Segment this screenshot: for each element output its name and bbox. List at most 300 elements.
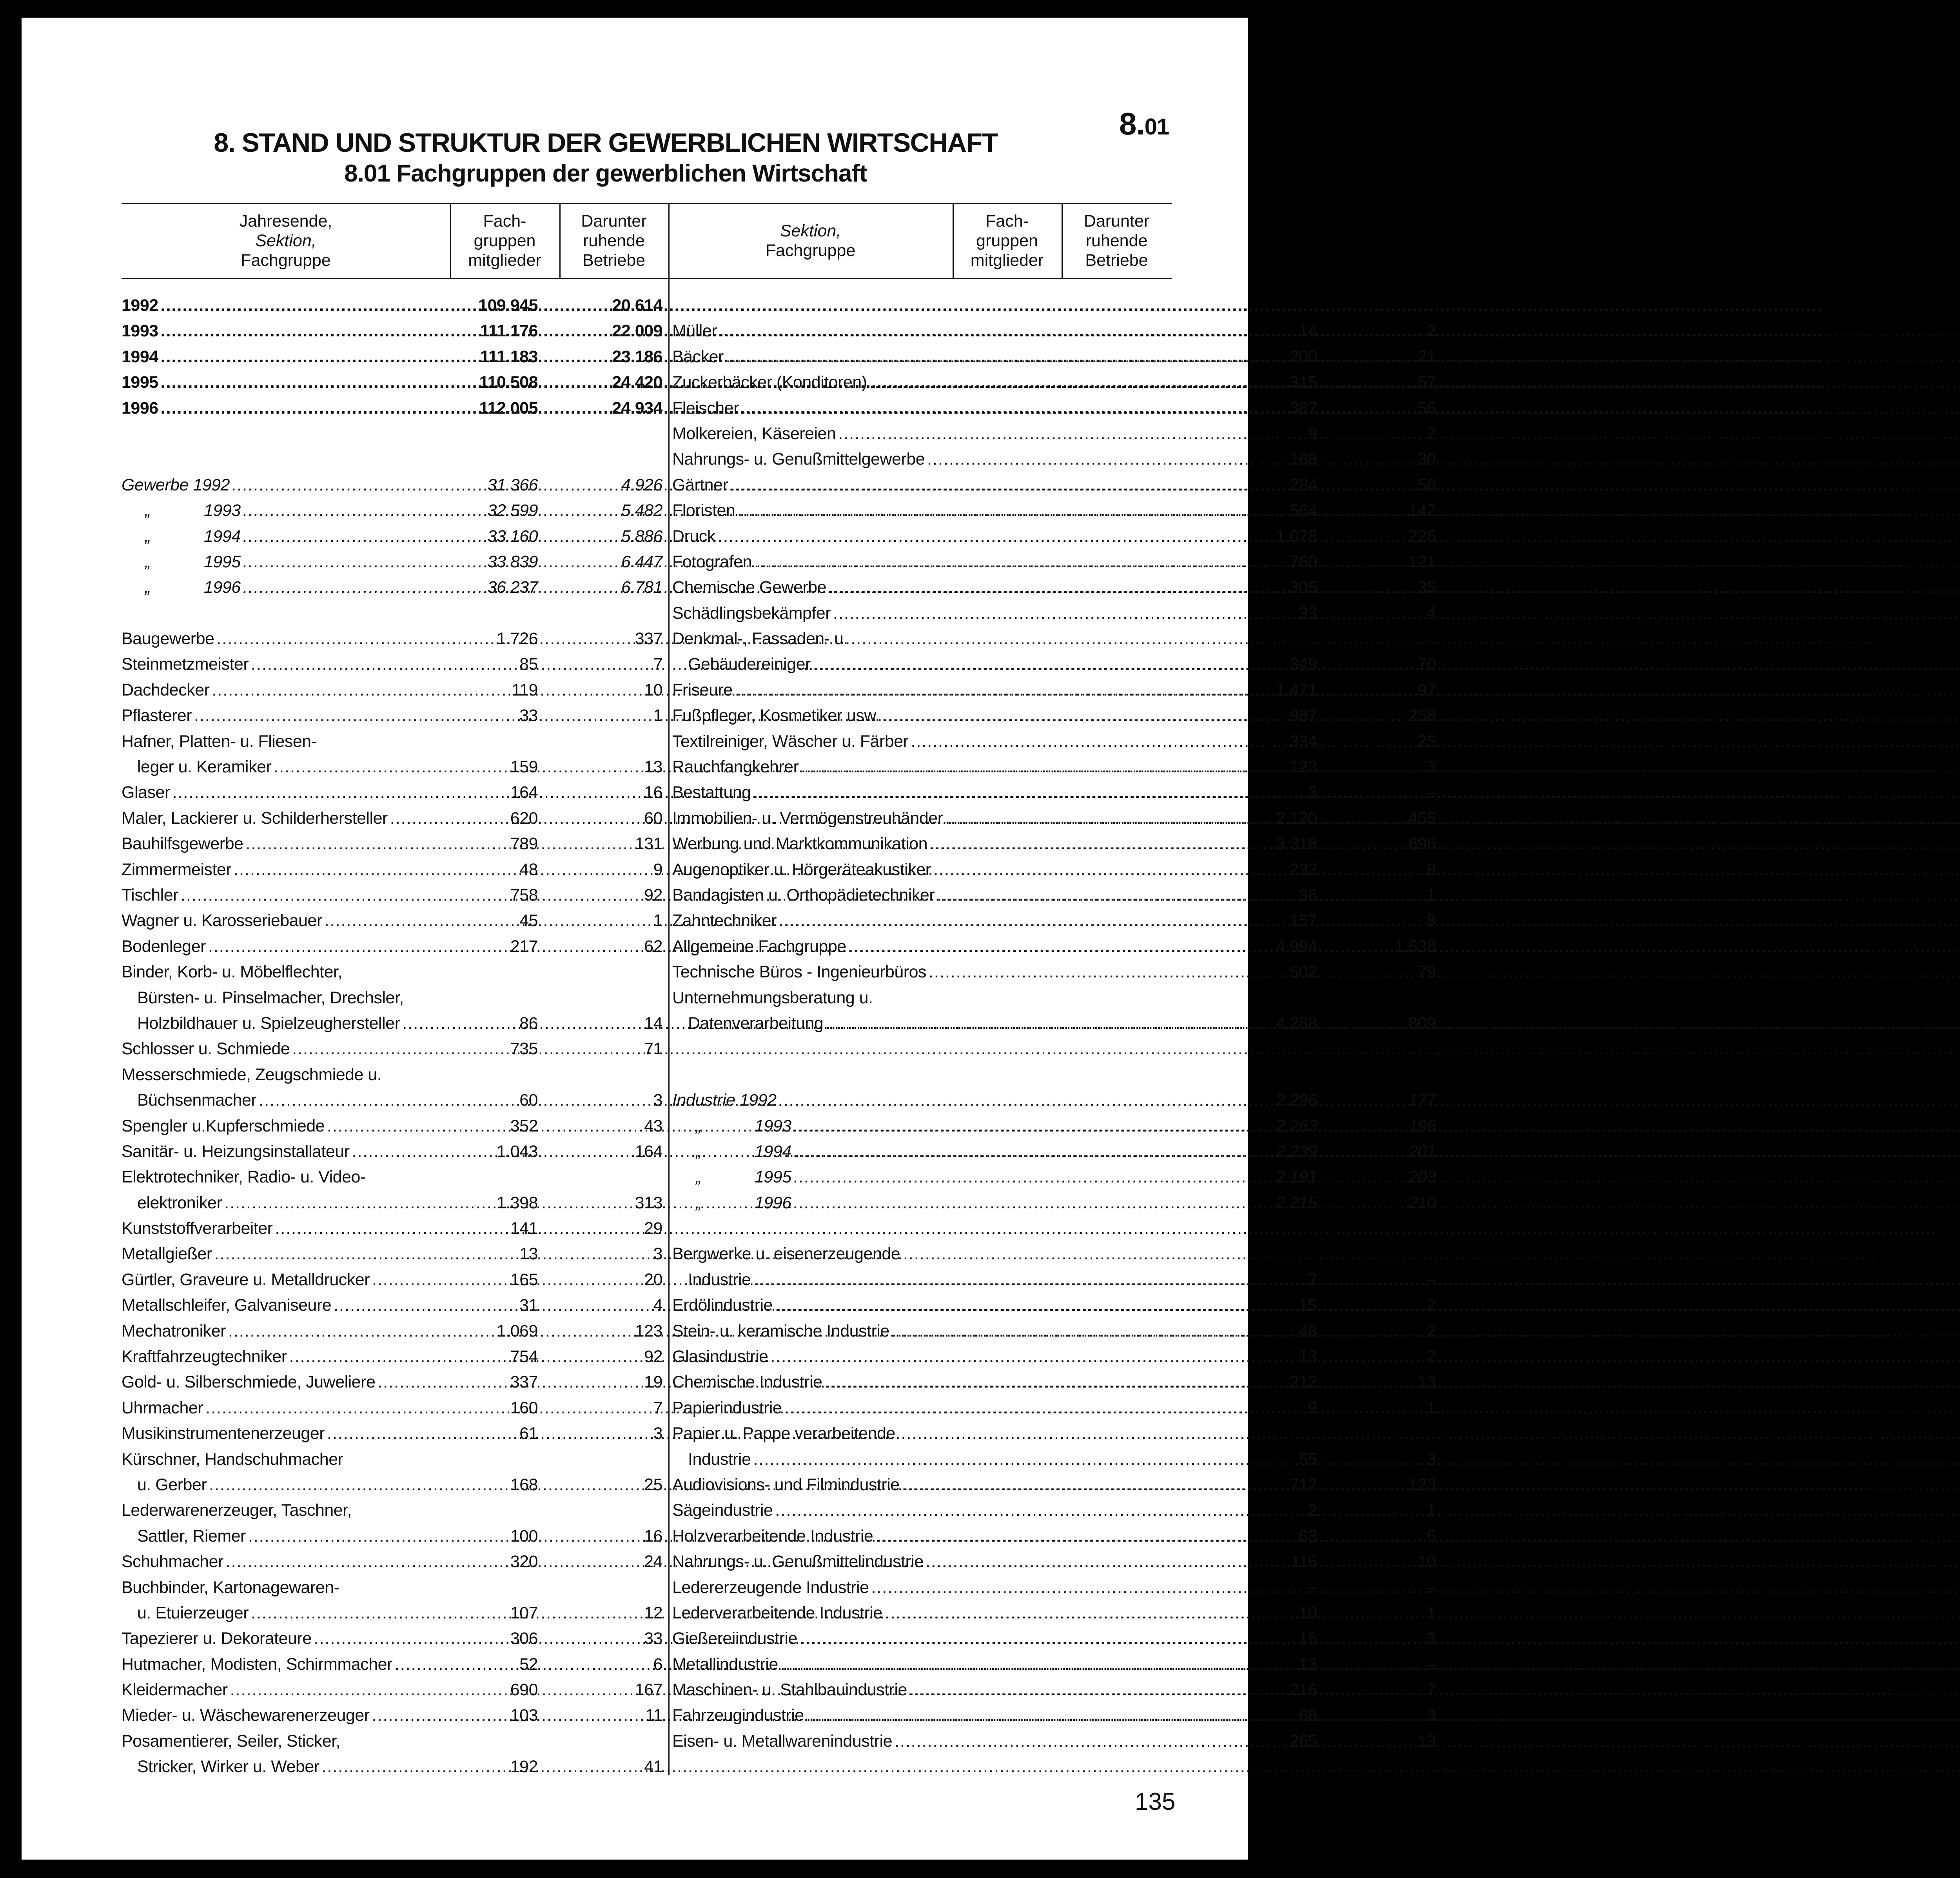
value-mitglieder: 216 (1289, 1680, 1317, 1700)
row-label: Fußpfleger, Kosmetiker usw. ..... (672, 703, 969, 728)
row-label: Spengler u.Kupferschmiede ..... (122, 1113, 427, 1139)
value-betriebe: 5.482 (621, 501, 662, 520)
row-label: Zimmermeister ..... (122, 857, 427, 883)
row-label: Dachdecker ..... (122, 677, 427, 703)
value-mitglieder: 160 (510, 1398, 538, 1417)
row-label: Gärtner ..... (672, 472, 969, 498)
row-label: Papier u. Pappe verarbeitende (672, 1424, 895, 1443)
value-mitglieder: 55 (1299, 1449, 1317, 1469)
value-mitglieder: 111.176 (480, 321, 538, 341)
value-mitglieder: 2.296 (1276, 1091, 1317, 1110)
value-betriebe: 41 (644, 1757, 662, 1776)
value-mitglieder: 2.120 (1276, 808, 1317, 828)
row-label: leger u. Keramiker ..... (122, 754, 427, 780)
value-mitglieder: 111.183 (480, 347, 538, 366)
value-betriebe: 11 (645, 1706, 662, 1725)
row-label: Schädlingsbekämpfer ..... (672, 601, 969, 626)
value-betriebe: 313 (635, 1193, 662, 1212)
row-label: Gold- u. Silberschmiede, Juweliere ..... (122, 1369, 427, 1395)
value-betriebe: 809 (1408, 1013, 1436, 1033)
row-label: Zuckerbäcker (Konditoren) ..... (672, 370, 969, 395)
row-label: Müller ..... (672, 318, 969, 344)
value-betriebe: 131 (635, 834, 662, 854)
value-betriebe: 9 (653, 860, 662, 879)
row-label: „ 1993 ..... (122, 498, 427, 523)
value-mitglieder: 192 (510, 1757, 538, 1776)
value-mitglieder: 31 (519, 1296, 538, 1315)
value-betriebe: 12 (644, 1603, 662, 1622)
value-betriebe: 92 (644, 885, 662, 904)
value-mitglieder: 165 (510, 1270, 538, 1289)
value-mitglieder: 100 (510, 1526, 538, 1546)
value-betriebe: 3 (1426, 1449, 1436, 1469)
row-label: Büchsenmacher ..... (122, 1088, 427, 1113)
value-betriebe: 24.420 (612, 373, 662, 392)
row-label: Stein- u. keramische Industrie ..... (672, 1319, 969, 1344)
value-betriebe: 33 (644, 1629, 662, 1648)
value-mitglieder: 1.043 (496, 1142, 538, 1161)
value-mitglieder: 116 (1290, 1552, 1317, 1571)
row-label: „ 1996 ..... (122, 575, 427, 600)
row-label: Industrie ..... (672, 1447, 969, 1472)
value-betriebe: – (1426, 1655, 1436, 1674)
row-label: Werbung und Marktkommunikation ..... (672, 831, 969, 857)
value-betriebe: 3 (653, 1424, 662, 1443)
value-betriebe: 201 (1408, 1142, 1436, 1161)
value-betriebe: 3 (653, 1091, 662, 1110)
value-mitglieder: 7 (1308, 1270, 1317, 1289)
value-betriebe: 164 (635, 1142, 662, 1161)
value-betriebe: 6.447 (621, 552, 662, 571)
value-mitglieder: 63 (1299, 1526, 1317, 1546)
value-mitglieder: 232 (1289, 860, 1317, 879)
value-mitglieder: 164 (510, 783, 538, 802)
row-label: Bauhilfsgewerbe ..... (122, 831, 427, 857)
page-subtitle: 8.01 Fachgruppen der gewerblichen Wirtschaft (344, 160, 867, 187)
row-label: Technische Büros - Ingenieurbüros ..... (672, 959, 969, 985)
value-mitglieder: 349 (1289, 655, 1317, 674)
value-mitglieder: 9 (1308, 424, 1317, 443)
value-betriebe: 10 (644, 680, 662, 699)
row-label: Papierindustrie ..... (672, 1395, 969, 1421)
value-mitglieder: 212 (1289, 1373, 1317, 1392)
row-label: Fleischer ..... (672, 396, 969, 421)
value-betriebe: 6 (653, 1655, 662, 1674)
value-betriebe: 1 (1426, 1603, 1436, 1622)
row-label: „ 1993 ..... (672, 1113, 969, 1139)
row-label: Posamentierer, Seiler, Sticker, (122, 1731, 341, 1751)
value-betriebe: 4 (1426, 603, 1436, 623)
row-label: „ 1995 ..... (672, 1164, 969, 1190)
value-betriebe: 142 (1408, 501, 1436, 520)
value-mitglieder: 3 (1308, 783, 1317, 802)
value-betriebe: 70 (1417, 655, 1436, 674)
value-mitglieder: 2.191 (1276, 1168, 1317, 1187)
row-label: Musikinstrumentenerzeuger ..... (122, 1421, 427, 1446)
row-label: Sattler, Riemer ..... (122, 1524, 427, 1549)
value-betriebe: 123 (1408, 1475, 1436, 1494)
value-mitglieder: 1.726 (496, 629, 538, 648)
row-label: Datenverarbeitung ..... (672, 1011, 969, 1036)
row-label: Bodenleger ..... (122, 934, 427, 959)
value-mitglieder: 60 (519, 1091, 538, 1110)
header-betriebe-left: Darunter ruhende Betriebe (581, 212, 647, 270)
value-mitglieder: 2.215 (1276, 1193, 1317, 1212)
value-betriebe: 3 (1426, 757, 1436, 777)
value-betriebe: 57 (1417, 373, 1436, 392)
value-mitglieder: 103 (510, 1706, 538, 1725)
row-label: Bestattung ..... (672, 780, 969, 805)
value-mitglieder: 2 (1308, 1501, 1317, 1520)
row-label: Schlosser u. Schmiede ..... (122, 1036, 427, 1062)
row-label: Nahrungs- u. Genußmittelgewerbe ..... (672, 447, 969, 472)
row-label: Rauchfangkehrer ..... (672, 754, 969, 780)
value-mitglieder: 86 (519, 1013, 538, 1033)
value-betriebe: 13 (1417, 1731, 1436, 1751)
row-label: „ 1994 ..... (122, 524, 427, 549)
value-betriebe: 123 (635, 1321, 662, 1340)
value-mitglieder: – (1308, 1578, 1317, 1597)
value-betriebe: 4 (653, 1296, 662, 1315)
value-betriebe: 60 (644, 808, 662, 828)
value-betriebe: 2 (1426, 1296, 1436, 1315)
value-betriebe: – (1426, 1578, 1436, 1597)
document-page (22, 18, 1436, 1860)
value-mitglieder: 315 (1289, 373, 1317, 392)
row-label: Metallschleifer, Galvaniseure ..... (122, 1293, 427, 1318)
row-label: Unternehmungsberatung u. (672, 988, 873, 1007)
row-label: Gewerbe 1992 ..... (122, 472, 427, 498)
value-betriebe: – (1426, 1270, 1436, 1289)
value-betriebe: 8 (1426, 911, 1436, 930)
value-mitglieder: 754 (510, 1347, 538, 1366)
value-mitglieder: 109.945 (478, 296, 538, 315)
value-betriebe: 56 (1417, 398, 1436, 418)
value-mitglieder: 3.318 (1276, 834, 1317, 854)
value-mitglieder: 33 (1299, 603, 1317, 623)
row-label: Immobilien- u. Vermögenstreuhänder ..... (672, 806, 969, 831)
value-betriebe: 62 (644, 937, 662, 956)
value-betriebe: 196 (1408, 1116, 1436, 1135)
value-betriebe: 5.886 (621, 527, 662, 546)
row-label: Bäcker ..... (672, 344, 969, 370)
row-label: Molkereien, Käsereien ..... (672, 421, 969, 447)
value-betriebe: 696 (1408, 834, 1436, 854)
data-table (122, 203, 1436, 1776)
value-betriebe: 16 (644, 1526, 662, 1546)
value-mitglieder: 52 (519, 1655, 538, 1674)
value-betriebe: 167 (635, 1680, 662, 1700)
row-label: Maschinen- u. Stahlbauindustrie ..... (672, 1677, 969, 1703)
value-mitglieder: 168 (510, 1475, 538, 1494)
row-label: Glasindustrie ..... (672, 1344, 969, 1369)
value-betriebe: 455 (1408, 808, 1436, 828)
value-mitglieder: 119 (511, 680, 538, 699)
header-mitglieder-right: Fach- gruppen mitglieder (970, 212, 1044, 270)
row-label: Holzverarbeitende Industrie ..... (672, 1524, 969, 1549)
row-label: Textilreiniger, Wäscher u. Färber ..... (672, 729, 969, 754)
value-mitglieder: 68 (1299, 1706, 1317, 1725)
row-label: Maler, Lackierer u. Schilderhersteller ..... (122, 806, 427, 831)
value-mitglieder: 110.508 (479, 373, 538, 392)
row-label: Lederverarbeitende Industrie ..... (672, 1600, 969, 1626)
row-label: Buchbinder, Kartonagewaren- (122, 1578, 339, 1597)
value-mitglieder: 33 (519, 706, 538, 725)
value-mitglieder: 33.160 (487, 527, 538, 546)
value-mitglieder: 48 (1299, 1321, 1317, 1340)
value-betriebe: 29 (644, 1219, 662, 1238)
value-mitglieder: 337 (510, 1373, 538, 1392)
row-label: Glaser ..... (122, 780, 427, 805)
row-label: Erdölindustrie ..... (672, 1293, 969, 1318)
value-mitglieder: 987 (1289, 706, 1317, 725)
row-label: Hutmacher, Modisten, Schirmmacher ..... (122, 1652, 427, 1677)
value-mitglieder: 690 (510, 1680, 538, 1700)
row-label: Mieder- u. Wäschewarenerzeuger ..... (122, 1703, 427, 1728)
row-label: Sanitär- u. Heizungsinstallateur ..... (122, 1139, 427, 1164)
value-mitglieder: 200 (1289, 347, 1317, 366)
value-mitglieder: 4.994 (1276, 937, 1317, 956)
value-mitglieder: 502 (1289, 963, 1317, 982)
value-betriebe: 8 (1426, 860, 1436, 879)
value-betriebe: 337 (635, 629, 662, 648)
value-mitglieder: 14 (1299, 321, 1317, 341)
row-label: Industrie ..... (672, 1267, 969, 1293)
value-betriebe: 7 (653, 1398, 662, 1417)
row-label: Eisen- u. Metallwarenindustrie ..... (672, 1729, 969, 1754)
value-betriebe: 24.934 (612, 398, 662, 418)
value-betriebe: 258 (1408, 706, 1436, 725)
row-label: Baugewerbe ..... (122, 626, 427, 652)
value-mitglieder: 13 (1299, 1655, 1317, 1674)
row-label: Gießereiindustrie ..... (672, 1626, 969, 1651)
value-betriebe: 4.926 (621, 475, 662, 494)
value-betriebe: 97 (1417, 680, 1436, 699)
value-betriebe: 43 (644, 1116, 662, 1135)
value-mitglieder: 85 (519, 655, 538, 674)
value-betriebe: 1 (653, 911, 662, 930)
value-mitglieder: 159 (510, 757, 538, 777)
value-betriebe: 203 (1408, 1168, 1436, 1187)
row-label: Messerschmiede, Zeugschmiede u. (122, 1065, 382, 1084)
value-mitglieder: 123 (1289, 757, 1317, 777)
row-label: 1992 ..... (122, 293, 427, 318)
value-betriebe: 1 (653, 706, 662, 725)
value-mitglieder: 320 (510, 1552, 538, 1571)
value-betriebe: 25 (1417, 732, 1436, 751)
value-mitglieder: 2.239 (1276, 1142, 1317, 1161)
value-mitglieder: 10 (1299, 1603, 1317, 1622)
value-mitglieder: 112.005 (479, 398, 538, 418)
value-mitglieder: 712 (1289, 1475, 1317, 1494)
value-mitglieder: 306 (510, 1629, 538, 1648)
value-mitglieder: 758 (510, 885, 538, 904)
value-mitglieder: 9 (1308, 1398, 1317, 1417)
value-betriebe: 13 (644, 757, 662, 777)
value-mitglieder: 352 (510, 1116, 538, 1135)
row-label: Schuhmacher ..... (122, 1549, 427, 1575)
row-label: Pflasterer ..... (122, 703, 427, 728)
row-label: Metallgießer ..... (122, 1241, 427, 1267)
row-label: Tapezierer u. Dekorateure ..... (122, 1626, 427, 1651)
value-mitglieder: 33.839 (487, 552, 538, 571)
value-betriebe: 20.614 (612, 296, 662, 315)
value-mitglieder: 168 (1289, 450, 1317, 469)
value-mitglieder: 13 (519, 1244, 538, 1264)
row-label: Fahrzeugindustrie ..... (672, 1703, 969, 1728)
value-mitglieder: 387 (1289, 398, 1317, 418)
value-betriebe: 121 (1408, 552, 1436, 571)
value-mitglieder: 1.078 (1276, 527, 1317, 546)
row-label: Augenoptiker u. Hörgeräteakustiker ..... (672, 857, 969, 883)
value-betriebe: 19 (644, 1373, 662, 1392)
value-mitglieder: 305 (1289, 578, 1317, 597)
value-betriebe: 56 (1417, 475, 1436, 494)
value-mitglieder: 1.471 (1276, 680, 1317, 699)
value-mitglieder: 32.599 (487, 501, 538, 520)
value-betriebe: 79 (1417, 963, 1436, 982)
value-mitglieder: 2.263 (1276, 1116, 1317, 1135)
row-label: 1996 ..... (122, 396, 427, 421)
page-title: 8. STAND UND STRUKTUR DER GEWERBLICHEN WIRTSCHAFT (214, 128, 998, 158)
header-sektion-right: Sektion, Fachgruppe (765, 222, 856, 260)
value-betriebe: 7 (1426, 1680, 1436, 1700)
value-betriebe: 226 (1408, 527, 1436, 546)
row-label: Fotografen ..... (672, 549, 969, 575)
value-mitglieder: 284 (1289, 475, 1317, 494)
value-betriebe: 3 (1426, 1706, 1436, 1725)
value-betriebe: 6.781 (621, 578, 662, 597)
value-mitglieder: 1.069 (496, 1321, 538, 1340)
value-mitglieder: 620 (510, 808, 538, 828)
value-mitglieder: 61 (519, 1424, 538, 1443)
value-betriebe: 21 (1417, 347, 1436, 366)
row-label: Binder, Korb- u. Möbelflechter, (122, 963, 342, 982)
value-betriebe: 10 (1417, 1552, 1436, 1571)
row-label: Hafner, Platten- u. Fliesen- (122, 732, 317, 751)
value-betriebe: 2 (1426, 1321, 1436, 1340)
row-label: Kleidermacher ..... (122, 1677, 427, 1703)
value-mitglieder: 217 (510, 937, 538, 956)
value-betriebe: 13 (1417, 1373, 1436, 1392)
value-mitglieder: 1.398 (496, 1193, 538, 1212)
value-betriebe: – (1426, 783, 1436, 802)
value-betriebe: 1 (1426, 885, 1436, 904)
value-betriebe: 14 (644, 1013, 662, 1033)
value-mitglieder: 157 (1289, 911, 1317, 930)
row-label: Druck ..... (672, 524, 969, 549)
chapter-number: 8.01 (1119, 106, 1169, 141)
value-mitglieder: 265 (1289, 1731, 1317, 1751)
value-mitglieder: 15 (1299, 1296, 1317, 1315)
row-label: „ 1995 ..... (122, 549, 427, 575)
row-label: Audiovisions- und Filmindustrie ..... (672, 1472, 969, 1498)
value-mitglieder: 45 (519, 911, 538, 930)
row-label: Uhrmacher ..... (122, 1395, 427, 1421)
value-betriebe: 2 (1426, 1347, 1436, 1366)
row-label: 1995 ..... (122, 370, 427, 395)
header-sektion-left: Jahresende, Sektion, Fachgruppe (239, 212, 332, 270)
row-label: Nahrungs- u. Genußmittelindustrie ..... (672, 1549, 969, 1575)
header-betriebe-right: Darunter ruhende Betriebe (1083, 212, 1150, 270)
value-betriebe: 177 (1408, 1091, 1436, 1110)
value-betriebe: 6 (1426, 1526, 1436, 1546)
row-label: Sägeindustrie ..... (672, 1498, 969, 1523)
value-betriebe: 92 (644, 1347, 662, 1366)
value-mitglieder: 564 (1289, 501, 1317, 520)
row-label: Zahntechniker ..... (672, 908, 969, 934)
row-label: Denkmal-, Fassaden- u. (672, 629, 848, 648)
value-betriebe: 7 (653, 655, 662, 674)
value-betriebe: 2 (1426, 424, 1436, 443)
row-label: Kunststoffverarbeiter ..... (122, 1216, 427, 1241)
row-label: „ 1996 ..... (672, 1190, 969, 1216)
row-label: u. Gerber ..... (122, 1472, 427, 1498)
row-label: Allgemeine Fachgruppe ..... (672, 934, 969, 959)
value-mitglieder: 760 (1289, 552, 1317, 571)
row-label: Elektrotechniker, Radio- u. Video- (122, 1168, 366, 1187)
row-label: 1994 ..... (122, 344, 427, 370)
value-betriebe: 1 (1426, 1398, 1436, 1417)
row-label: Mechatroniker ..... (122, 1319, 427, 1344)
value-mitglieder: 13 (1299, 1347, 1317, 1366)
row-label: Steinmetzmeister ..... (122, 652, 427, 677)
row-label: Chemische Industrie ..... (672, 1369, 969, 1395)
value-betriebe: 22.009 (612, 321, 662, 341)
value-mitglieder: 4.288 (1276, 1013, 1317, 1033)
row-label: Bandagisten u. Orthopädietechniker ..... (672, 883, 969, 908)
value-betriebe: 3 (1426, 1629, 1436, 1648)
value-mitglieder: 36.237 (487, 578, 538, 597)
row-label: Wagner u. Karosseriebauer ..... (122, 908, 427, 934)
row-label: Kürschner, Handschuhmacher (122, 1449, 343, 1469)
value-mitglieder: 789 (510, 834, 538, 854)
row-label: 1993 ..... (122, 318, 427, 344)
value-betriebe: 35 (1417, 578, 1436, 597)
row-label: elektroniker ..... (122, 1190, 427, 1216)
value-betriebe: 30 (1417, 450, 1436, 469)
row-label: u. Etuierzeuger ..... (122, 1600, 427, 1626)
value-betriebe: 1 (1426, 1501, 1436, 1520)
row-label: Chemische Gewerbe ..... (672, 575, 969, 600)
value-mitglieder: 48 (519, 860, 538, 879)
value-mitglieder: 31.366 (487, 475, 538, 494)
value-mitglieder: 735 (510, 1039, 538, 1059)
value-mitglieder: 16 (1299, 1629, 1317, 1648)
row-label: Bergwerke u. eisenerzeugende (672, 1244, 900, 1264)
value-betriebe: 20 (644, 1270, 662, 1289)
row-label: Industrie 1992 ..... (672, 1088, 969, 1113)
value-betriebe: 24 (644, 1552, 662, 1571)
value-betriebe: 3 (653, 1244, 662, 1264)
value-mitglieder: 36 (1299, 885, 1317, 904)
header-mitglieder-left: Fach- gruppen mitglieder (468, 212, 541, 270)
row-label: „ 1994 ..... (672, 1139, 969, 1164)
page-number: 135 (1135, 1788, 1176, 1815)
row-label: Metallindustrie ..... (672, 1652, 969, 1677)
row-label: Stricker, Wirker u. Weber ..... (122, 1754, 427, 1780)
value-mitglieder: 141 (510, 1219, 538, 1238)
value-betriebe: 1.538 (1394, 937, 1436, 956)
row-label: Kraftfahrzeugtechniker ..... (122, 1344, 427, 1369)
row-label: Bürsten- u. Pinselmacher, Drechsler, (137, 988, 404, 1007)
value-betriebe: 16 (644, 783, 662, 802)
row-label: Gürtler, Graveure u. Metalldrucker ..... (122, 1267, 427, 1293)
value-betriebe: 23.186 (612, 347, 662, 366)
value-mitglieder: 334 (1289, 732, 1317, 751)
row-label: Tischler ..... (122, 883, 427, 908)
value-mitglieder: 107 (510, 1603, 538, 1622)
